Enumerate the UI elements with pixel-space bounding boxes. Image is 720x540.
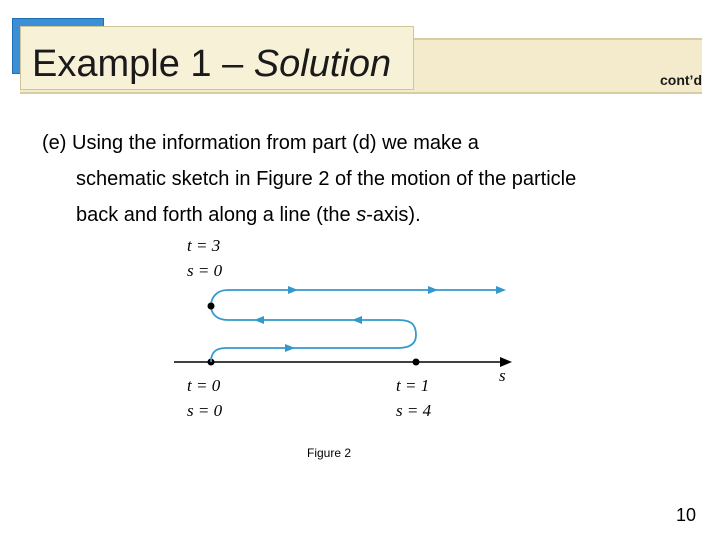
page-number: 10 (675, 505, 696, 525)
arrow-left-1 (254, 316, 264, 324)
paragraph-line-2: schematic sketch in Figure 2 of the motion of the particle (76, 168, 577, 190)
line3-post: -axis). (366, 204, 421, 226)
line3-pre: back and forth along a line (the (76, 204, 357, 226)
arrow-right-2 (288, 286, 298, 294)
t3-dot (208, 303, 215, 310)
paragraph-line-1: (e) Using the information from part (d) we make a (42, 132, 479, 154)
label-s-axis: s (499, 366, 506, 385)
particle-path (211, 290, 502, 362)
turn-dot (413, 359, 420, 366)
path-arrowheads (254, 286, 506, 352)
label-origin-s: s = 0 (187, 401, 223, 420)
arrow-right-3 (428, 286, 438, 294)
continued-label: cont’d (660, 72, 702, 88)
figure-caption: Figure 2 (307, 446, 352, 460)
label-top-t: t = 3 (187, 236, 221, 255)
arrow-left-2 (352, 316, 362, 324)
label-turn-t: t = 1 (396, 376, 430, 395)
label-origin-t: t = 0 (187, 376, 221, 395)
arrow-right-1 (285, 344, 295, 352)
arrow-right-end (496, 286, 506, 294)
title-italic: Solution (253, 43, 392, 85)
title-main: Example 1 – (32, 43, 254, 85)
label-turn-s: s = 4 (396, 401, 432, 420)
line3-s-variable: s (356, 204, 367, 226)
label-top-s: s = 0 (187, 261, 223, 280)
path-curve (211, 290, 502, 362)
